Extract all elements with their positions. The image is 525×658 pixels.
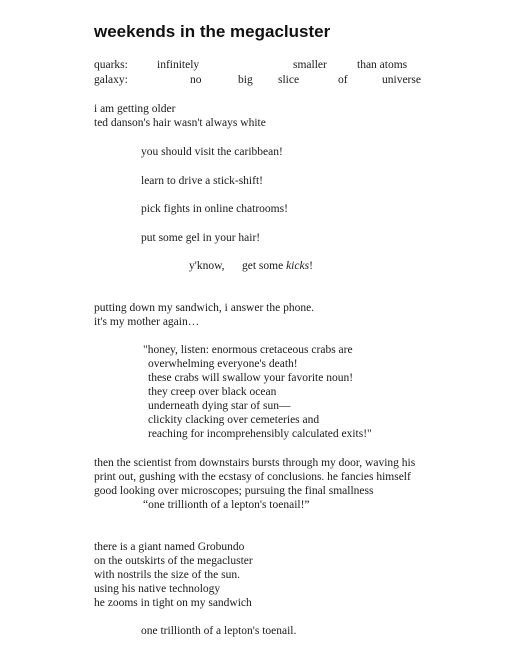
quarks-word: smaller [293,59,327,71]
poem-line: “one trillionth of a lepton's toenail!” [143,499,310,511]
quote-line: reaching for incomprehensibly calculated exits!" [148,428,372,440]
poem-line: i am getting older [94,103,176,115]
poem-line: then the scientist from downstairs bursts through my door, waving his [94,457,416,469]
poem-line: good looking over microscopes; pursuing the final smallness [94,485,374,497]
advice-line: you should visit the caribbean! [141,146,283,158]
quote-line: they creep over black ocean [148,386,277,398]
poem-line: with nostrils the size of the sun. [94,569,240,581]
quarks-label: quarks: [94,59,128,71]
quote-line: underneath dying star of sun— [148,400,291,412]
advice-line: learn to drive a stick-shift! [141,175,263,187]
poem-line: ted danson's hair wasn't always white [94,117,266,129]
quote-line: clickity clacking over cemeteries and [148,414,320,426]
kicks-emphasis: kicks [286,260,310,272]
poem-title: weekends in the megacluster [94,22,331,41]
poem-line: using his native technology [94,583,221,595]
galaxy-word: slice [278,74,300,86]
advice-line: pick fights in online chatrooms! [141,203,288,215]
quarks-word: infinitely [157,59,200,71]
closing-line: one trillionth of a lepton's toenail. [141,625,297,637]
galaxy-label: galaxy: [94,74,128,86]
poem-line: it's my mother again… [94,316,200,328]
quote-line: overwhelming everyone's death! [148,358,298,370]
poem-line: putting down my sandwich, i answer the phone. [94,302,315,314]
poem-line: he zooms in tight on my sandwich [94,597,252,609]
quote-line: these crabs will swallow your favorite noun! [148,372,354,384]
kicks-pre: y'know, [189,260,225,272]
poem-line: print out, gushing with the ecstasy of conclusions. he fancies himself [94,471,411,483]
galaxy-word: universe [382,74,421,86]
advice-line: put some gel in your hair! [141,232,261,244]
quote-line: "honey, listen: enormous cretaceous crabs are [143,344,353,356]
poem-line: there is a giant named Grobundo [94,541,245,553]
kicks-line [242,259,313,273]
galaxy-word: big [238,74,253,86]
kicks-end: ! [309,260,313,272]
kicks-mid: get some [242,260,287,272]
quarks-word: than atoms [357,59,408,71]
poem-line: on the outskirts of the megacluster [94,555,253,567]
galaxy-word: of [338,74,348,86]
galaxy-word: no [190,74,202,86]
